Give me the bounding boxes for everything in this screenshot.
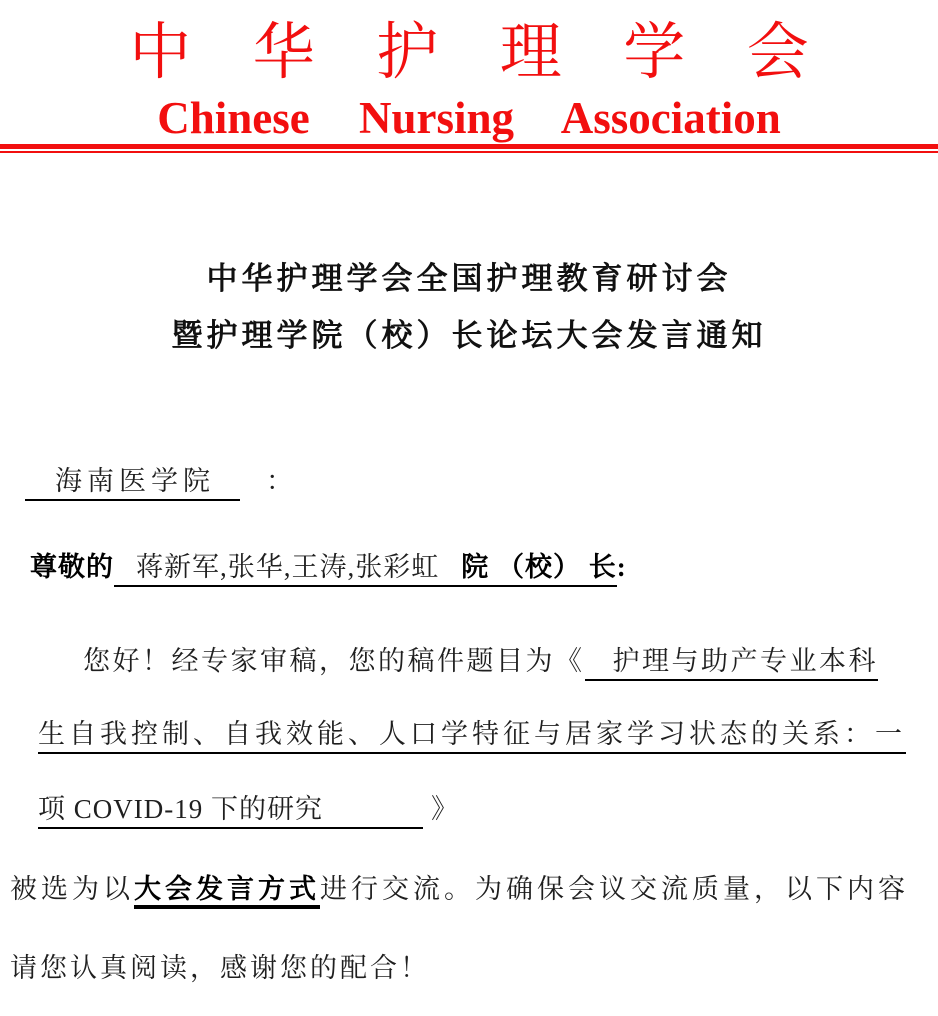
salutation-underlined-segment [114,552,617,587]
paragraph1-line1 [38,644,938,678]
salutation-line [30,550,938,584]
divider-thick-line [0,144,938,149]
letterhead [0,0,938,153]
recipient-school-line [25,464,938,498]
closing-quote-mark: 》 [431,794,459,824]
salutation-title: 院 （校） 长 [461,552,617,582]
paragraph1-line2 [38,717,938,751]
divider-thin-line [0,151,938,153]
document-title [0,250,938,364]
paragraph2-post-text: 进行交流。为确保会议交流质量，以下内容 [320,874,909,904]
presentation-mode-emphasis: 大会发言方式 [134,874,320,909]
document-title-line2: 暨护理学院（校）长论坛大会发言通知 [171,318,767,353]
paragraph2-pre-text: 被选为以 [10,874,134,904]
closing-sentence: 请您认真阅读，感谢您的配合！ [10,953,430,983]
paper-title-blank-part2: 生自我控制、自我效能、人口学特征与居家学习状态的关系：一 [38,719,906,754]
paragraph1-line3 [38,792,938,826]
recipient-names: 蒋新军,张华,王涛,张彩虹 [136,552,440,582]
salutation-colon: : [616,552,627,582]
salutation-prefix: 尊敬的 [30,552,114,582]
paragraph2-line2 [10,951,938,985]
paragraph1-lead-text: 您好！经专家审稿，您的稿件题目为《 [83,646,585,676]
org-name-chinese: 中 华 护 理 学 会 [129,19,809,87]
recipient-school-blank: 海南医学院 [25,466,240,501]
org-name-english: Chinese Nursing Association [157,93,781,143]
letterhead-divider [0,144,938,153]
paragraph2-line1 [10,872,938,906]
paper-title-blank-part1: 护理与助产专业本科 [585,646,879,681]
paper-title-blank-part3: 项 COVID-19 下的研究 [38,794,423,829]
document-title-line1: 中华护理学会全国护理教育研讨会 [206,261,732,296]
recipient-school-colon: ： [266,466,298,496]
